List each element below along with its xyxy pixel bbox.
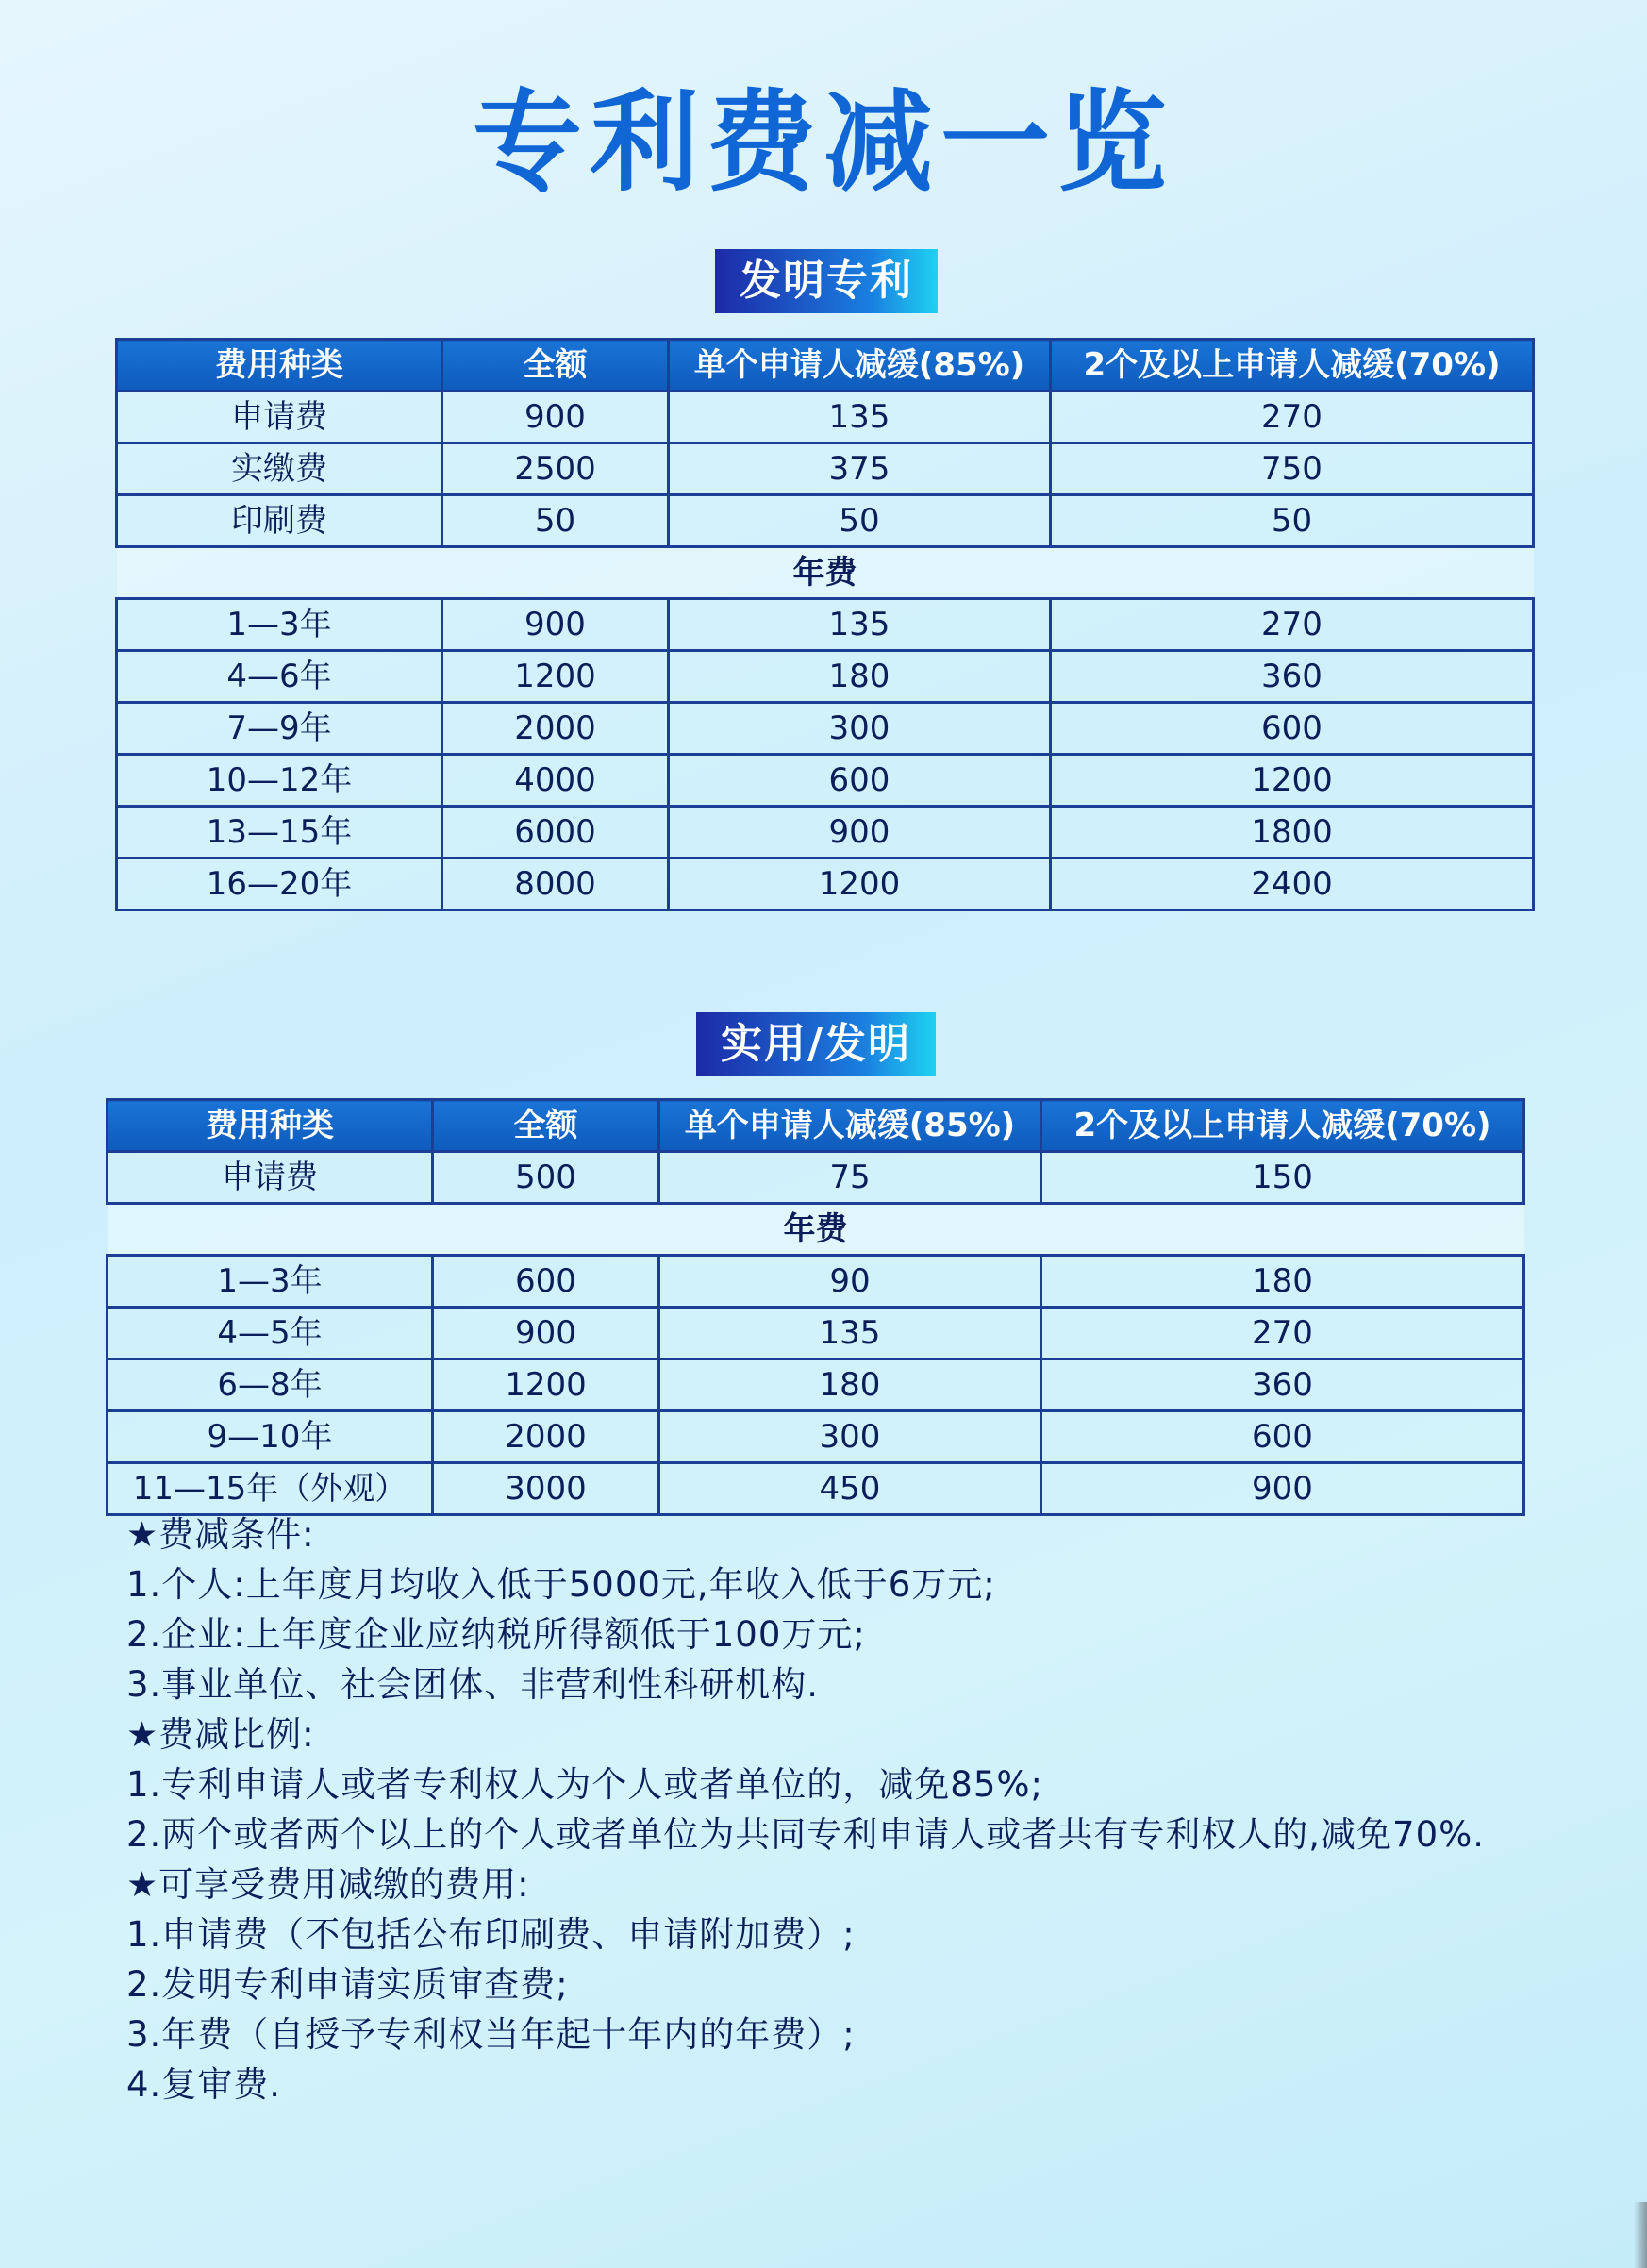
notes-heading-ratio: ★费减比例: [126,1714,315,1755]
full-amount-cell: 1200 [442,651,669,703]
multi-applicant-cell: 150 [1041,1152,1524,1204]
full-amount-cell: 4000 [442,755,669,807]
multi-applicant-cell: 270 [1051,392,1534,443]
multi-applicant-cell: 360 [1051,651,1534,703]
annual-fee-label: 年费 [108,1204,1524,1256]
fee-type-cell: 印刷费 [117,495,442,547]
fee-reduction-notes [126,1509,1598,2110]
single-applicant-cell: 180 [669,651,1051,703]
table-row [117,599,1534,651]
single-applicant-cell: 600 [669,755,1051,807]
single-applicant-cell: 450 [659,1463,1041,1515]
single-applicant-cell: 135 [669,392,1051,443]
notes-line: 4.复审费. [126,2064,282,2105]
fee-type-cell: 申请费 [108,1152,433,1204]
fee-type-cell: 4—5年 [108,1308,433,1359]
full-amount-cell: 8000 [442,859,669,910]
notes-line: 1.专利申请人或者专利权人为个人或者单位的，减免85%; [126,1764,1044,1805]
table-row [108,1152,1524,1204]
multi-applicant-cell: 270 [1041,1308,1524,1359]
header-fee-type: 费用种类 [117,340,442,392]
single-applicant-cell: 900 [669,807,1051,859]
table-row [117,443,1534,495]
notes-line: 3.事业单位、社会团体、非营利性科研机构. [126,1664,820,1705]
full-amount-cell: 900 [442,599,669,651]
single-applicant-cell: 300 [659,1411,1041,1463]
full-amount-cell: 900 [433,1308,659,1359]
notes-line: 2.企业:上年度企业应纳税所得额低于100万元; [126,1614,866,1655]
invention-fee-table [115,338,1535,911]
fee-type-cell: 1—3年 [117,599,442,651]
full-amount-cell: 600 [433,1256,659,1308]
multi-applicant-cell: 1200 [1051,755,1534,807]
fee-type-cell: 实缴费 [117,443,442,495]
fee-type-cell: 申请费 [117,392,442,443]
page-curl-decoration [1634,2202,1647,2268]
table-row [108,1463,1524,1515]
single-applicant-cell: 50 [669,495,1051,547]
single-applicant-cell: 375 [669,443,1051,495]
page-title: 专利费减一览 [473,79,1174,207]
fee-type-cell: 13—15年 [117,807,442,859]
header-full-amount: 全额 [433,1100,659,1152]
header-multi-applicant: 2个及以上申请人减缓(70%) [1041,1100,1524,1152]
fee-type-cell: 10—12年 [117,755,442,807]
table-header-row [108,1100,1524,1152]
single-applicant-cell: 180 [659,1359,1041,1411]
single-applicant-cell: 135 [659,1308,1041,1359]
multi-applicant-cell: 900 [1041,1463,1524,1515]
notes-line: 1.申请费（不包括公布印刷费、申请附加费）; [126,1914,856,1955]
table-row [117,755,1534,807]
fee-type-cell: 7—9年 [117,703,442,755]
multi-applicant-cell: 600 [1051,703,1534,755]
fee-type-cell: 6—8年 [108,1359,433,1411]
table-row [117,703,1534,755]
annual-fee-label: 年费 [117,547,1534,599]
fee-type-cell: 9—10年 [108,1411,433,1463]
multi-applicant-cell: 600 [1041,1411,1524,1463]
table-row [117,807,1534,859]
header-full-amount: 全额 [442,340,669,392]
full-amount-cell: 3000 [433,1463,659,1515]
full-amount-cell: 2500 [442,443,669,495]
single-applicant-cell: 90 [659,1256,1041,1308]
notes-heading-conditions: ★费减条件: [126,1514,315,1555]
single-applicant-cell: 1200 [669,859,1051,910]
invention-section-badge: 发明专利 [715,249,938,313]
fee-type-cell: 16—20年 [117,859,442,910]
full-amount-cell: 900 [442,392,669,443]
annual-fee-section-row [117,547,1534,599]
table-row [117,859,1534,910]
multi-applicant-cell: 1800 [1051,807,1534,859]
utility-fee-table [106,1098,1525,1516]
single-applicant-cell: 300 [669,703,1051,755]
multi-applicant-cell: 50 [1051,495,1534,547]
single-applicant-cell: 135 [669,599,1051,651]
fee-type-cell: 4—6年 [117,651,442,703]
fee-type-cell: 11—15年（外观） [108,1463,433,1515]
multi-applicant-cell: 360 [1041,1359,1524,1411]
table-row [117,651,1534,703]
notes-line: 3.年费（自授予专利权当年起十年内的年费）; [126,2014,856,2055]
notes-line: 1.个人:上年度月均收入低于5000元,年收入低于6万元; [126,1564,996,1605]
full-amount-cell: 2000 [442,703,669,755]
table-row [117,495,1534,547]
header-fee-type: 费用种类 [108,1100,433,1152]
multi-applicant-cell: 2400 [1051,859,1534,910]
utility-section-badge: 实用/发明 [696,1012,936,1076]
table-header-row [117,340,1534,392]
table-row [108,1359,1524,1411]
header-single-applicant: 单个申请人减缓(85%) [669,340,1051,392]
single-applicant-cell: 75 [659,1152,1041,1204]
multi-applicant-cell: 180 [1041,1256,1524,1308]
table-row [108,1411,1524,1463]
notes-line: 2.发明专利申请实质审查费; [126,1964,569,2005]
header-single-applicant: 单个申请人减缓(85%) [659,1100,1041,1152]
notes-line: 2.两个或者两个以上的个人或者单位为共同专利申请人或者共有专利权人的,减免70%. [126,1814,1486,1855]
multi-applicant-cell: 270 [1051,599,1534,651]
table-row [117,392,1534,443]
multi-applicant-cell: 750 [1051,443,1534,495]
table-row [108,1256,1524,1308]
full-amount-cell: 50 [442,495,669,547]
full-amount-cell: 6000 [442,807,669,859]
full-amount-cell: 500 [433,1152,659,1204]
full-amount-cell: 2000 [433,1411,659,1463]
notes-heading-eligible-fees: ★可享受费用减缴的费用: [126,1864,530,1905]
annual-fee-section-row [108,1204,1524,1256]
fee-type-cell: 1—3年 [108,1256,433,1308]
table-row [108,1308,1524,1359]
header-multi-applicant: 2个及以上申请人减缓(70%) [1051,340,1534,392]
full-amount-cell: 1200 [433,1359,659,1411]
